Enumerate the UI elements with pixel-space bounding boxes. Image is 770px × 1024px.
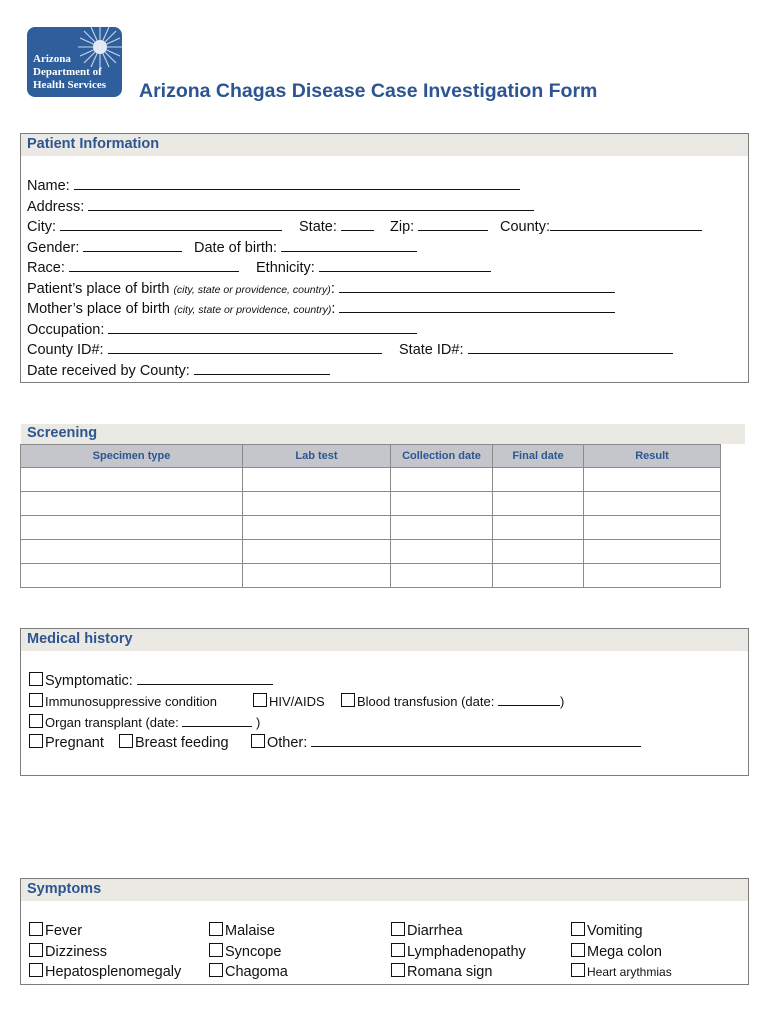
other-option[interactable]: Other:	[251, 734, 641, 752]
symptom-malaise[interactable]: Malaise	[209, 922, 275, 940]
heart-arythmias-checkbox[interactable]	[571, 963, 585, 977]
table-cell[interactable]	[243, 492, 391, 516]
hiv-option[interactable]: HIV/AIDS	[253, 693, 325, 710]
table-cell[interactable]	[21, 492, 243, 516]
dob-field[interactable]: Date of birth:	[194, 239, 417, 257]
logo-text-1: Arizona	[33, 53, 71, 65]
table-row	[21, 564, 721, 588]
pregnant-option[interactable]: Pregnant	[29, 734, 104, 752]
symptom-romana-sign[interactable]: Romana sign	[391, 963, 492, 981]
form-title: Arizona Chagas Disease Case Investigation Form	[139, 80, 598, 102]
logo-text-2: Department of	[33, 66, 102, 78]
mother-birthplace-field[interactable]: Mother’s place of birth (city, state or providence, country):	[27, 300, 615, 319]
table-row	[21, 468, 721, 492]
date-received-field[interactable]: Date received by County:	[27, 362, 330, 380]
chagoma-checkbox[interactable]	[209, 963, 223, 977]
table-cell[interactable]	[21, 516, 243, 540]
diarrhea-checkbox[interactable]	[391, 922, 405, 936]
birthplace-line[interactable]	[339, 280, 615, 293]
zip-field[interactable]: Zip:	[390, 218, 488, 236]
date-received-line[interactable]	[194, 362, 330, 375]
table-cell[interactable]	[493, 540, 584, 564]
symptom-dizziness[interactable]: Dizziness	[29, 943, 107, 961]
screening-header-row	[21, 445, 721, 468]
mother-birthplace-line[interactable]	[339, 300, 615, 313]
organ-transplant-checkbox[interactable]	[29, 714, 43, 728]
ethnicity-line[interactable]	[319, 259, 491, 272]
romana-sign-checkbox[interactable]	[391, 963, 405, 977]
table-cell[interactable]	[493, 468, 584, 492]
state-id-field[interactable]: State ID#:	[399, 341, 673, 359]
table-row	[21, 516, 721, 540]
col-final-date: Final date	[493, 445, 584, 468]
state-id-line[interactable]	[468, 341, 673, 354]
dob-line[interactable]	[281, 239, 417, 252]
table-cell[interactable]	[391, 492, 493, 516]
symptom-fever[interactable]: Fever	[29, 922, 82, 940]
race-line[interactable]	[69, 259, 239, 272]
dizziness-checkbox[interactable]	[29, 943, 43, 957]
immuno-checkbox[interactable]	[29, 693, 43, 707]
symptom-chagoma[interactable]: Chagoma	[209, 963, 288, 981]
screening-header: Screening	[21, 424, 745, 444]
gender-line[interactable]	[83, 239, 182, 252]
syncope-checkbox[interactable]	[209, 943, 223, 957]
other-checkbox[interactable]	[251, 734, 265, 748]
table-cell[interactable]	[493, 564, 584, 588]
col-lab-test: Lab test	[243, 445, 391, 468]
county-field[interactable]: County:	[500, 218, 702, 236]
table-cell[interactable]	[493, 516, 584, 540]
table-cell[interactable]	[391, 540, 493, 564]
county-id-field[interactable]: County ID#:	[27, 341, 382, 359]
table-cell[interactable]	[493, 492, 584, 516]
table-cell[interactable]	[584, 468, 721, 492]
table-cell[interactable]	[243, 540, 391, 564]
hiv-checkbox[interactable]	[253, 693, 267, 707]
county-id-line[interactable]	[108, 341, 382, 354]
zip-line[interactable]	[418, 218, 488, 231]
vomiting-checkbox[interactable]	[571, 922, 585, 936]
table-cell[interactable]	[243, 516, 391, 540]
table-cell[interactable]	[243, 468, 391, 492]
city-field[interactable]: City:	[27, 218, 282, 236]
table-cell[interactable]	[243, 564, 391, 588]
sunburst-icon	[76, 27, 122, 71]
state-field[interactable]: State:	[299, 218, 374, 236]
logo-text-3: Health Services	[33, 79, 107, 91]
malaise-checkbox[interactable]	[209, 922, 223, 936]
symptom-heart-arythmias[interactable]: Heart arythmias	[571, 963, 672, 981]
occupation-field[interactable]: Occupation:	[27, 321, 417, 339]
immuno-option[interactable]: Immunosuppressive condition	[29, 693, 217, 710]
county-line[interactable]	[550, 218, 702, 231]
state-line[interactable]	[341, 218, 374, 231]
organ-date-line[interactable]	[182, 714, 252, 727]
adhs-logo	[27, 27, 122, 97]
medical-history-header: Medical history	[21, 629, 748, 651]
col-specimen-type: Specimen type	[21, 445, 243, 468]
ethnicity-field[interactable]: Ethnicity:	[256, 259, 491, 277]
symptomatic-line[interactable]	[137, 672, 273, 685]
name-line[interactable]	[74, 177, 520, 190]
table-cell[interactable]	[391, 516, 493, 540]
birthplace-field[interactable]: Patient’s place of birth (city, state or providence, country):	[27, 280, 615, 299]
table-cell[interactable]	[21, 564, 243, 588]
race-field[interactable]: Race:	[27, 259, 239, 277]
blood-transfusion-checkbox[interactable]	[341, 693, 355, 707]
gender-field[interactable]: Gender:	[27, 239, 182, 257]
symptom-lymphadenopathy[interactable]: Lymphadenopathy	[391, 943, 526, 961]
symptomatic-checkbox[interactable]	[29, 672, 43, 686]
fever-checkbox[interactable]	[29, 922, 43, 936]
symptom-syncope[interactable]: Syncope	[209, 943, 281, 961]
city-line[interactable]	[60, 218, 282, 231]
name-field[interactable]: Name:	[27, 177, 520, 195]
table-cell[interactable]	[584, 540, 721, 564]
table-cell[interactable]	[584, 492, 721, 516]
col-collection-date: Collection date	[391, 445, 493, 468]
symptomatic-field[interactable]: Symptomatic:	[29, 672, 273, 690]
symptom-mega-colon[interactable]: Mega colon	[571, 943, 662, 961]
table-cell[interactable]	[584, 564, 721, 588]
hepatosplenomegaly-checkbox[interactable]	[29, 963, 43, 977]
address-line[interactable]	[88, 198, 534, 211]
table-cell[interactable]	[21, 468, 243, 492]
other-line[interactable]	[311, 734, 641, 747]
mega-colon-checkbox[interactable]	[571, 943, 585, 957]
symptom-hepatosplenomegaly[interactable]: Hepatosplenomegaly	[29, 963, 181, 981]
table-cell[interactable]	[391, 468, 493, 492]
pregnant-checkbox[interactable]	[29, 734, 43, 748]
breast-feeding-option[interactable]: Breast feeding	[119, 734, 229, 752]
lymphadenopathy-checkbox[interactable]	[391, 943, 405, 957]
table-row	[21, 492, 721, 516]
screening-table	[20, 444, 721, 588]
blood-date-line[interactable]	[498, 693, 560, 706]
col-result: Result	[584, 445, 721, 468]
table-row	[21, 540, 721, 564]
symptom-vomiting[interactable]: Vomiting	[571, 922, 643, 940]
breast-feeding-checkbox[interactable]	[119, 734, 133, 748]
occupation-line[interactable]	[108, 321, 417, 334]
address-field[interactable]: Address:	[27, 198, 534, 216]
blood-transfusion-option[interactable]: Blood transfusion (date: )	[341, 693, 564, 710]
table-cell[interactable]	[21, 540, 243, 564]
table-cell[interactable]	[584, 516, 721, 540]
table-cell[interactable]	[391, 564, 493, 588]
symptom-diarrhea[interactable]: Diarrhea	[391, 922, 463, 940]
patient-info-header: Patient Information	[21, 134, 748, 156]
symptoms-header: Symptoms	[21, 879, 748, 901]
organ-transplant-option[interactable]: Organ transplant (date: )	[29, 714, 260, 731]
